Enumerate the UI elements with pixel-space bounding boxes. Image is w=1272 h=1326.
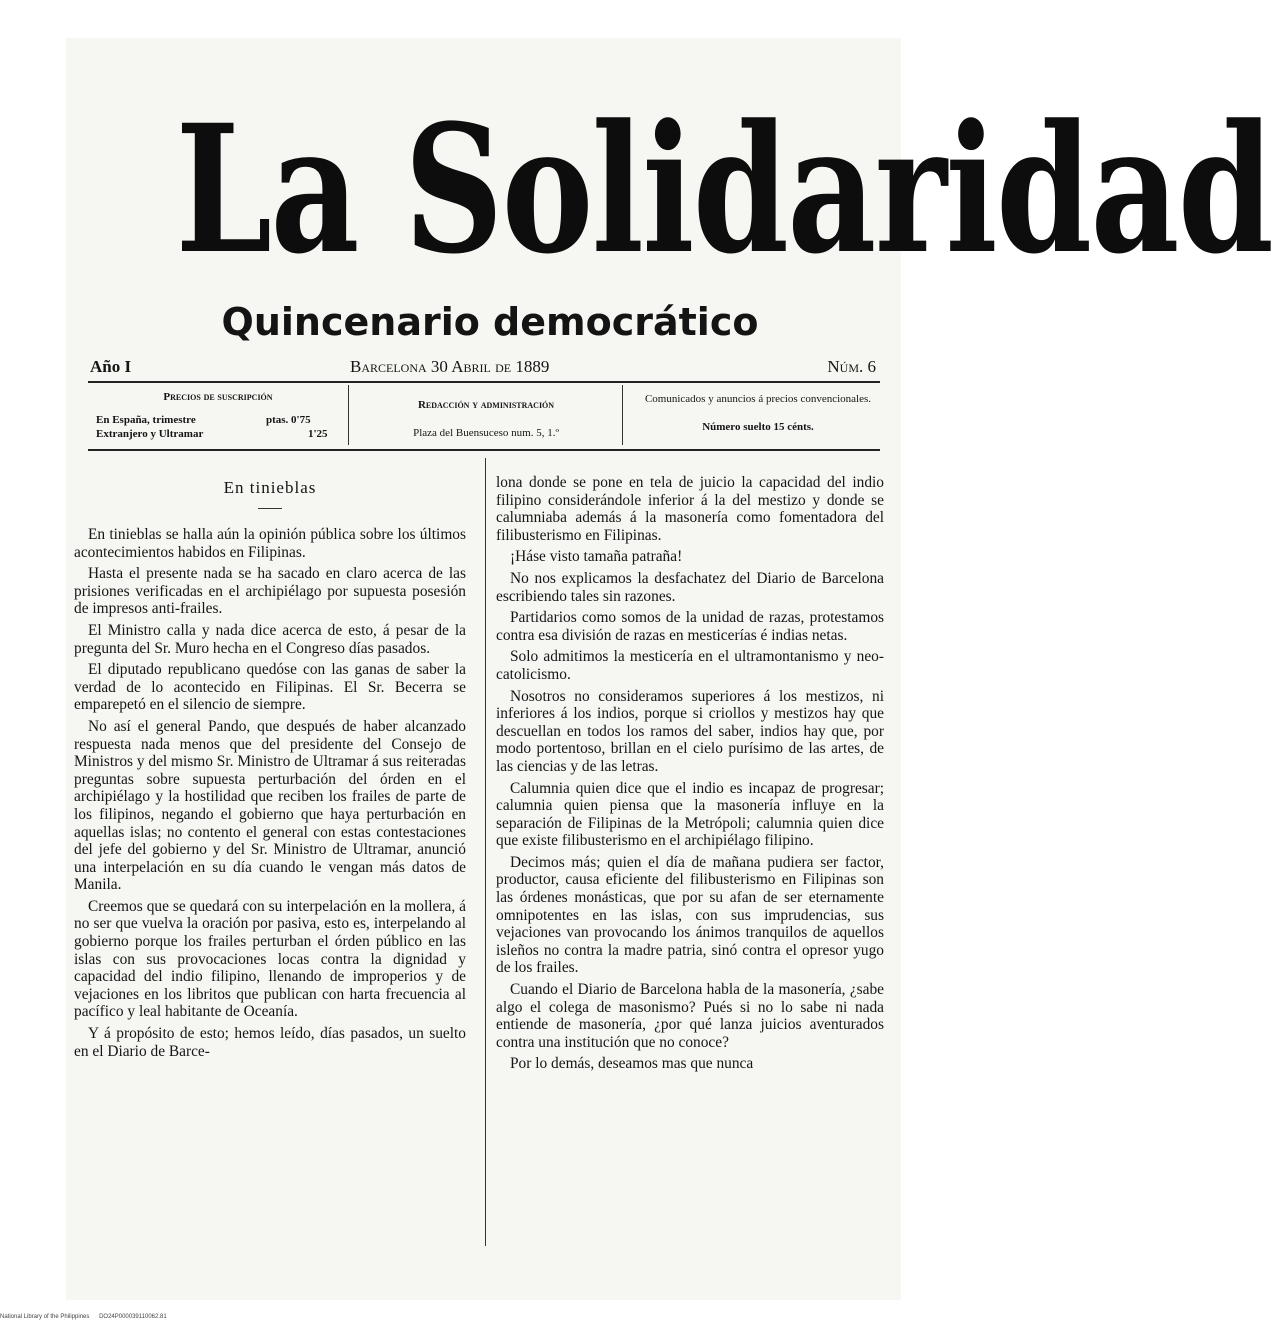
left-paragraph: El diputado republicano quedóse con las ganas de saber la verdad de lo acontecido en Filipinas. El Sr. Becerra se emparepetó en el silencio de siempre. <box>74 661 466 714</box>
subscription-prices-box <box>96 390 340 441</box>
ads-box <box>636 392 880 434</box>
left-paragraph: Hasta el presente nada se ha sacado en claro acerca de las prisiones verificadas en el archipiélago por supuesta posesión de impresos anti-frailes. <box>74 565 466 618</box>
place-date: Barcelona 30 Abril de 1889 <box>350 357 550 376</box>
right-paragraph: Decimos más; quien el día de mañana pudiera ser factor, productor, causa eficiente del filibusterismo en Filipinas son las órdenes monásticas, que por su afan de ser eternamente omnipotentes en las islas, con sus imprudencias, sus vejaciones van provocando los ánimos tranquilos de aquellos isleños no contra la madre patria, sinó contra el opresor yugo de los frailes. <box>496 853 884 977</box>
ads-line-1: Comunicados y anuncios á precios convencionales. <box>644 393 872 405</box>
box-divider-2 <box>622 385 623 445</box>
header-rule-bottom <box>88 449 880 451</box>
right-paragraph: Solo admitimos la mesticería en el ultramontanismo y neo-catolicismo. <box>496 648 884 683</box>
redaction-heading: Redacción y administración <box>417 399 555 411</box>
footer-library: National Library of the Philippines <box>0 1314 90 1320</box>
right-paragraph: lona donde se pone en tela de juicio la capacidad del indio filipino considerándole inferior á la del mestizo y donde se calumniaba además á la masonería como fomentadora del filibusterismo en Filipinas. <box>496 474 884 544</box>
right-paragraph: Por lo demás, deseamos mas que nunca <box>510 1055 754 1073</box>
left-paragraph: Creemos que se quedará con su interpelación en la mollera, á no ser que vuelva la oración por pasiva, esto es, interpelando al gobierno porque los frailes perturban el órden público en las islas con sus provocaciones locas contra la dignidad y capacidad del indio filipino, llenando de improperios y de vejaciones en los libritos que publican con harta frecuencia al pacífico y leal habitante de Oceanía. <box>74 897 466 1021</box>
redaction-box <box>360 398 612 440</box>
right-paragraph: Partidarios como somos de la unidad de razas, protestamos contra esa división de razas en mesticerías é indias netas. <box>496 609 884 644</box>
article-title: En tinieblas <box>223 478 317 497</box>
prices-heading: Precios de suscripción <box>163 391 273 403</box>
right-paragraph: Nosotros no consideramos superiores á los mestizos, ni inferiores á los indios, porque si criollos y mestizos hay que descuellan en todos los ramos del saber, indios hay que, por modo portentoso, brillan en el cielo purísimo de las artes, de las ciencias y de las letras. <box>496 687 884 775</box>
ads-line-2: Número suelto 15 cénts. <box>702 421 814 433</box>
prices-line-2: Extranjero y Ultramar 1'25 <box>96 428 328 440</box>
footer-code: DO24P000039110062.81 <box>99 1314 167 1320</box>
masthead-title: La Solidaridad <box>175 86 1272 293</box>
left-paragraph: No así el general Pando, que después de haber alcanzado respuesta nada menos que del presidente del Consejo de Ministros y del mismo Sr. Ministro de Ultramar á sus reiteradas preguntas sobre supuesta perturbación del órden en el archipiélago y la hostilidad que reciben los frailes de parte de los filipinos, negando el gobierno que haya perturbación en aquellas islas; no contento el general con estas contestaciones del jefe del gobierno y del Sr. Ministro de Ultramar, anunció una interpelación en su día cuando le vengan más datos de Manila. <box>74 717 466 894</box>
masthead-subtitle: Quincenario democrático <box>221 300 759 344</box>
issue-number: Núm. 6 <box>827 357 876 376</box>
right-paragraph: No nos explicamos la desfachatez del Diario de Barcelona escribiendo tales sin razones. <box>496 569 884 605</box>
prices-line-1: En España, trimestre ptas. 0'75 <box>96 414 311 426</box>
box-divider-1 <box>348 385 349 445</box>
title-dash <box>258 508 282 509</box>
dateline <box>88 357 880 381</box>
right-paragraph: Cuando el Diario de Barcelona habla de la masonería, ¿sabe algo el colega de masonismo? Pués si no lo sabe ni nada entiende de masonería, ¿por qué lanza juicios aventurados contra una institución que no conoce? <box>496 981 884 1051</box>
right-column <box>496 474 884 1077</box>
footer-credit <box>0 1314 175 1320</box>
left-paragraph: En tinieblas se halla aún la opinión pública sobre los últimos acontecimientos habidos en Filipinas. <box>74 526 466 561</box>
right-paragraph: Calumnia quien dice que el indio es incapaz de progresar; calumnia quien piensa que la masonería influye en la separación de Filipinas de la Metrópoli; calumnia quien dice que existe filibusterismo en el archipiélago filipino. <box>496 779 884 850</box>
left-paragraph: El Ministro calla y nada dice acerca de esto, á pesar de la pregunta del Sr. Muro hecha en el Congreso días pasados. <box>74 621 466 657</box>
right-paragraph: ¡Háse visto tamaña patraña! <box>510 548 683 566</box>
column-divider <box>485 458 486 1246</box>
issue-year: Año I <box>90 357 132 376</box>
left-column <box>74 526 466 1064</box>
header-rule-top <box>88 381 880 383</box>
redaction-address: Plaza del Buensuceso num. 5, 1.º <box>413 427 559 439</box>
left-paragraph: Y á propósito de esto; hemos leído, días pasados, un suelto en el Diario de Barce- <box>74 1025 466 1060</box>
